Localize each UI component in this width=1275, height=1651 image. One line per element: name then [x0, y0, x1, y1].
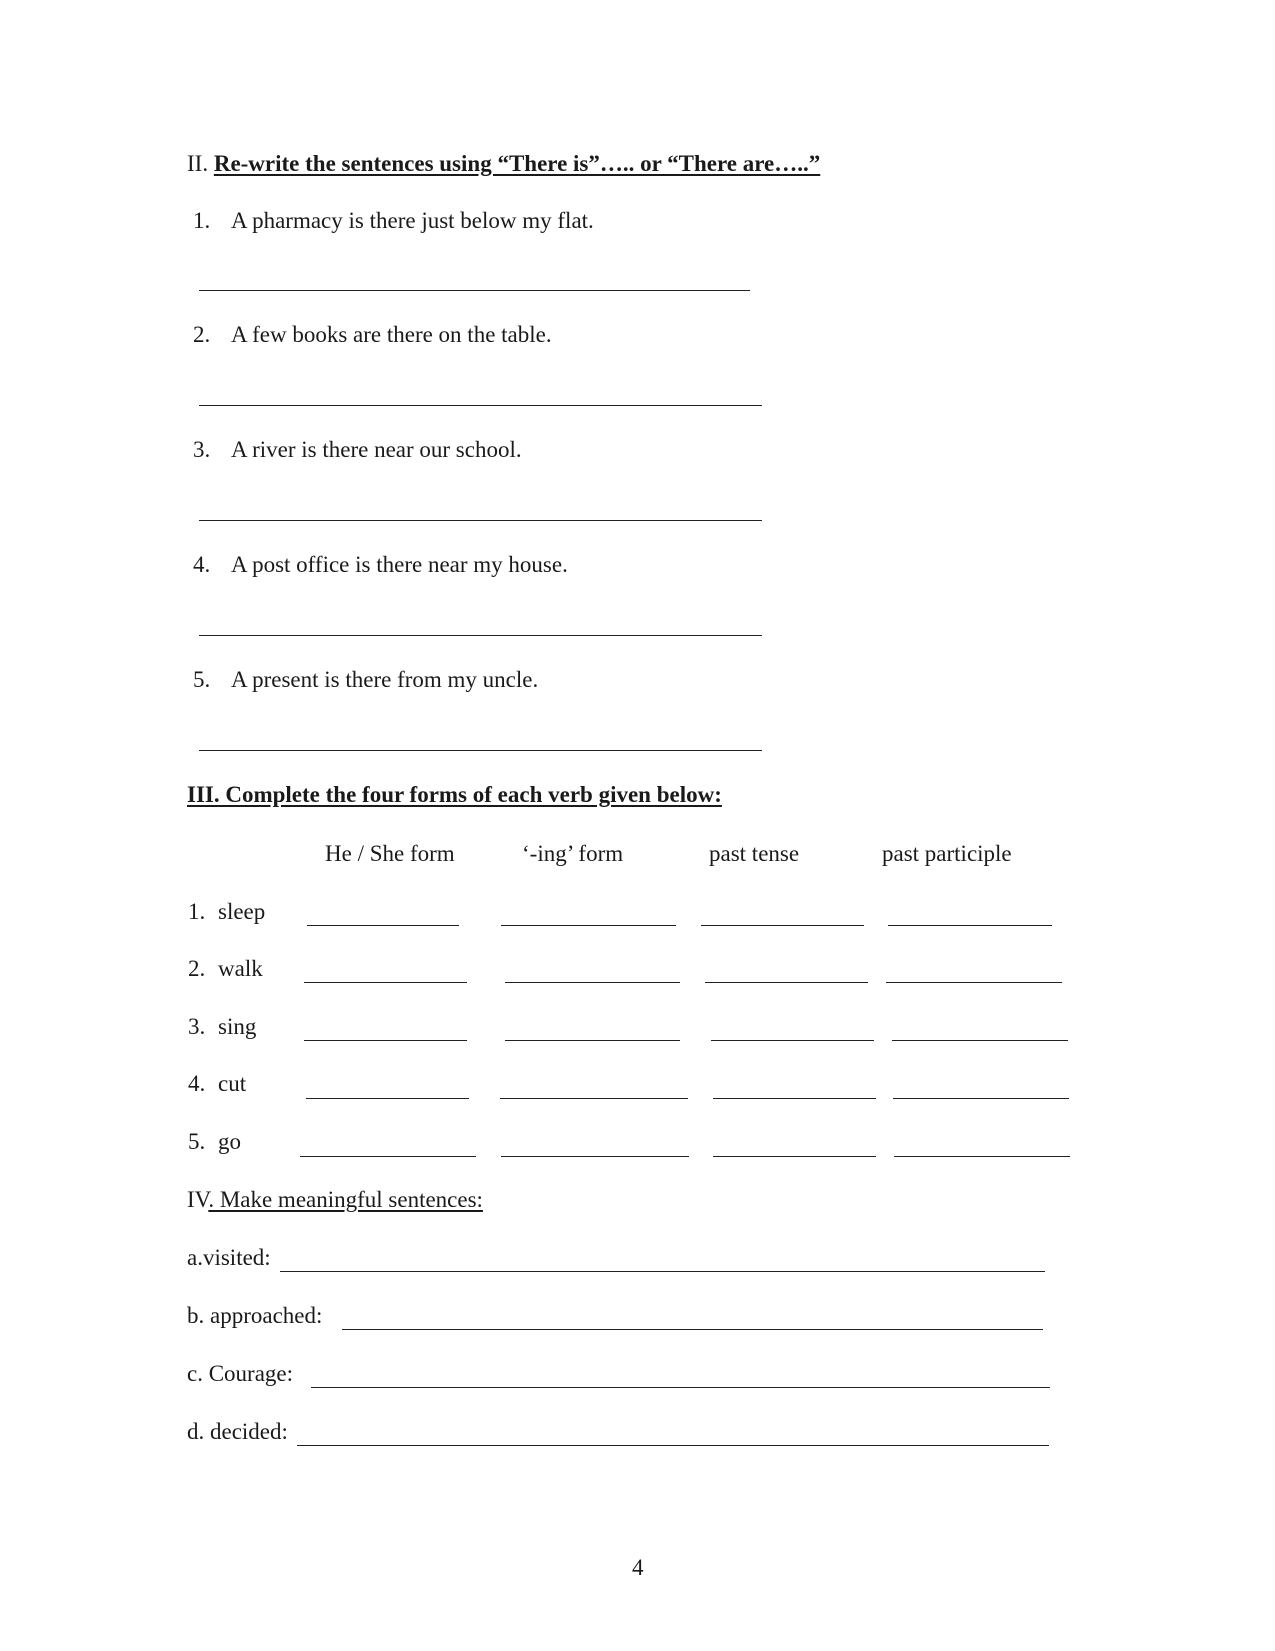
verb-4-label: cut [218, 1071, 247, 1096]
section-2-title: Re-write the sentences using “There is”….. or “There are…..” [213, 151, 821, 176]
s2-item-2-num: 2. [193, 322, 211, 347]
section-4-title: . Make meaningful sentences: [208, 1187, 483, 1212]
verb-2-he-she-blank[interactable] [304, 982, 467, 983]
verb-2-label: walk [218, 956, 263, 981]
sentence-a-label: a.visited: [187, 1245, 271, 1270]
s2-item-2-text: A few books are there on the table. [231, 322, 552, 347]
s2-item-4-text: A post office is there near my house. [231, 552, 568, 577]
verb-4-past-tense-blank[interactable] [713, 1098, 876, 1099]
s2-answer-line-5[interactable] [199, 750, 762, 751]
verb-1-ing-blank[interactable] [501, 925, 676, 926]
s2-item-4-num: 4. [193, 552, 211, 577]
column-header-ing: ‘-ing’ form [522, 841, 624, 866]
s2-answer-line-2[interactable] [199, 405, 762, 406]
s2-item-1-text: A pharmacy is there just below my flat. [231, 208, 594, 233]
verb-1-he-she-blank[interactable] [307, 925, 459, 926]
verb-5-he-she-blank[interactable] [300, 1156, 476, 1157]
column-header-past-participle: past participle [882, 841, 1012, 866]
sentence-c-line[interactable] [311, 1387, 1050, 1388]
verb-5-past-participle-blank[interactable] [894, 1156, 1070, 1157]
sentence-b-line[interactable] [342, 1329, 1043, 1330]
sentence-b-label: b. approached: [187, 1303, 323, 1328]
verb-1-past-participle-blank[interactable] [888, 925, 1052, 926]
verb-3-he-she-blank[interactable] [304, 1040, 467, 1041]
section-2-numeral: II. [187, 151, 209, 176]
section-3-heading: III. Complete the four forms of each verb given below: [187, 782, 722, 807]
verb-2-past-tense-blank[interactable] [705, 982, 868, 983]
s2-answer-line-1[interactable] [199, 290, 750, 291]
column-header-he-she: He / She form [325, 841, 455, 866]
s2-item-3-text: A river is there near our school. [231, 437, 522, 462]
s2-answer-line-3[interactable] [199, 520, 762, 521]
verb-4-he-she-blank[interactable] [306, 1098, 469, 1099]
verb-2-num: 2. [188, 956, 206, 981]
sentence-c-label: c. Courage: [187, 1361, 294, 1386]
verb-4-past-participle-blank[interactable] [893, 1098, 1069, 1099]
s2-item-5-text: A present is there from my uncle. [231, 667, 539, 692]
section-4-numeral: IV [187, 1187, 209, 1212]
s2-item-3-num: 3. [193, 437, 211, 462]
verb-1-label: sleep [218, 899, 266, 924]
verb-5-label: go [218, 1129, 241, 1154]
section-4-heading [187, 1188, 483, 1211]
verb-4-ing-blank[interactable] [500, 1098, 688, 1099]
verb-2-past-participle-blank[interactable] [886, 982, 1062, 983]
verb-5-num: 5. [188, 1129, 206, 1154]
verb-5-past-tense-blank[interactable] [713, 1156, 876, 1157]
section-2-heading [187, 152, 820, 175]
verb-3-past-tense-blank[interactable] [711, 1040, 874, 1041]
sentence-d-line[interactable] [297, 1445, 1049, 1446]
verb-3-past-participle-blank[interactable] [892, 1040, 1068, 1041]
sentence-d-label: d. decided: [187, 1419, 288, 1444]
verb-3-num: 3. [188, 1014, 206, 1039]
verb-1-past-tense-blank[interactable] [701, 925, 864, 926]
verb-3-ing-blank[interactable] [505, 1040, 680, 1041]
column-header-past-tense: past tense [709, 841, 800, 866]
sentence-a-line[interactable] [280, 1271, 1045, 1272]
verb-4-num: 4. [188, 1071, 206, 1096]
page-number: 4 [632, 1555, 644, 1580]
verb-2-ing-blank[interactable] [505, 982, 680, 983]
s2-answer-line-4[interactable] [199, 635, 762, 636]
verb-5-ing-blank[interactable] [501, 1156, 689, 1157]
s2-item-5-num: 5. [193, 667, 211, 692]
s2-item-1-num: 1. [193, 208, 211, 233]
verb-3-label: sing [218, 1014, 257, 1039]
verb-1-num: 1. [188, 899, 206, 924]
